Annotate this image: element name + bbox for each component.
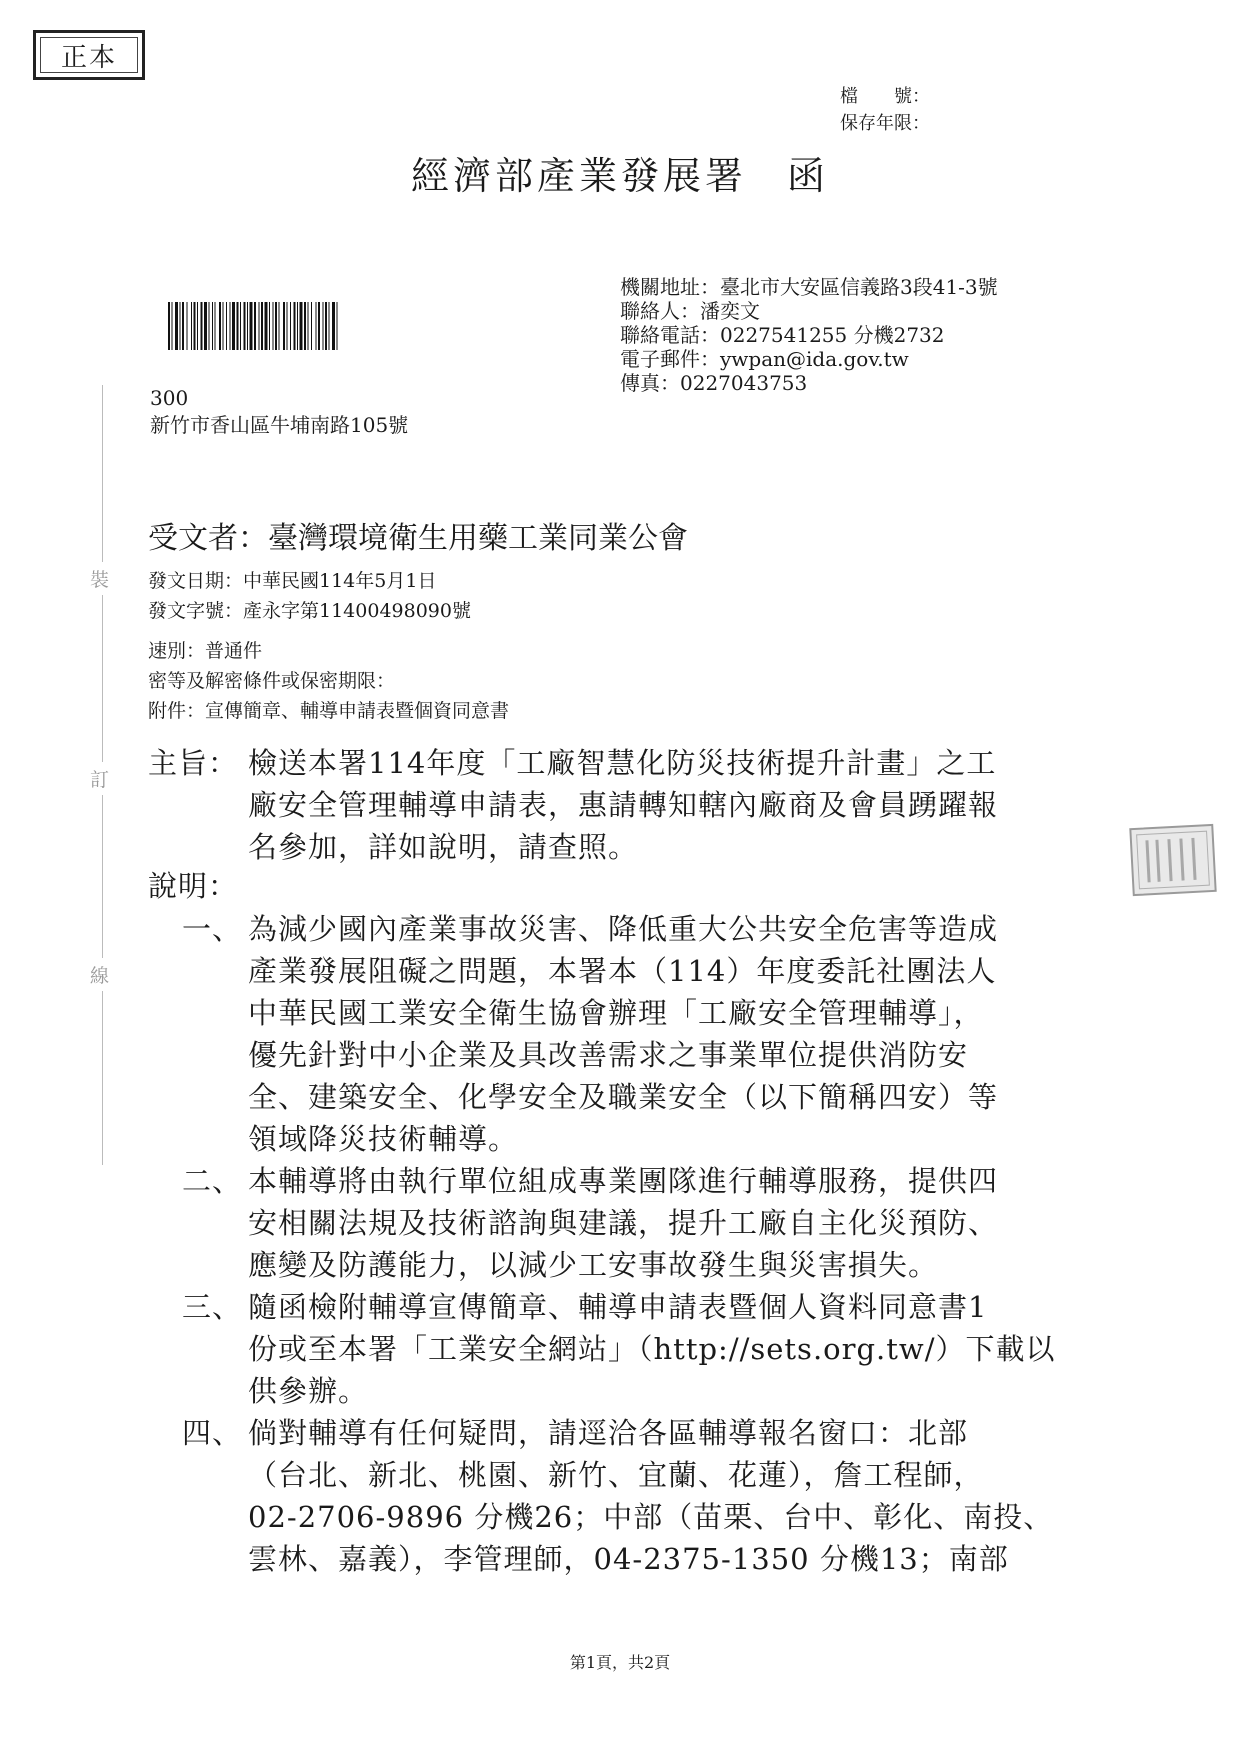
item-marker: 一、 [182,912,243,946]
subject-label: 主旨： [148,746,239,780]
binding-mark-bind: 裝 [90,562,109,595]
item-line: 供參辦。 [248,1374,369,1408]
binding-mark-line: 線 [90,958,109,991]
item-line: 中華民國工業安全衛生協會辦理「工廠安全管理輔導」， [248,996,984,1030]
retention-period-label: 保存年限： [840,113,930,134]
subject-line: 檢送本署114年度「工廠智慧化防災技術提升計畫」之工 [248,746,997,780]
page-number: 第1頁，共2頁 [569,1653,671,1672]
agency-name: 經濟部產業發展署 [410,154,747,198]
seal-stamp [1128,823,1218,897]
street-address: 新竹市香山區牛埔南路105號 [150,413,409,437]
postcode: 300 [150,386,189,410]
subject-line: 廠安全管理輔導申請表，惠請轉知轄內廠商及會員踴躍報 [248,788,999,822]
barcode [168,302,448,350]
recipient: 受文者：臺灣環境衛生用藥工業同業公會 [148,521,688,556]
item-marker: 三、 [182,1290,243,1324]
item-line: 全、建築安全、化學安全及職業安全（以下簡稱四安）等 [248,1080,999,1114]
item-line: 份或至本署「工業安全網站」（http://sets.org.tw/）下載以 [248,1332,1056,1366]
item-line: 本輔導將由執行單位組成專業團隊進行輔導服務，提供四 [248,1164,999,1198]
file-number-label: 檔 號： [840,86,930,107]
item-line: 雲林、嘉義），李管理師，04-2375-1350 分機13；南部 [248,1542,1009,1576]
item-marker: 二、 [182,1164,243,1198]
item-marker: 四、 [182,1416,243,1450]
item-line: 倘對輔導有任何疑問，請逕洽各區輔導報名窗口：北部 [248,1416,969,1450]
mailing-address [150,385,408,439]
contact-fax: 傳真：0227043753 [620,371,808,395]
explanation-item-1 [248,908,1098,1160]
document-title [0,145,1240,200]
subject-line: 名參加，詳如說明，請查照。 [248,830,639,864]
item-line: 為減少國內產業事故災害、降低重大公共安全危害等造成 [248,912,999,946]
item-line: 安相關法規及技術諮詢與建議，提升工廠自主化災預防、 [248,1206,999,1240]
agency-address: 機關地址：臺北市大安區信義路3段41-3號 [620,275,998,299]
contact-email: 電子郵件：ywpan@ida.gov.tw [620,347,909,371]
item-line: 應變及防護能力，以減少工安事故發生與災害損失。 [248,1248,939,1282]
classification: 密等及解密條件或保密期限： [148,670,396,692]
subject-text [248,742,1098,868]
contact-block [620,275,998,395]
explanation-label: 說明： [148,869,239,903]
item-line: 優先針對中小企業及具改善需求之事業單位提供消防安 [248,1038,969,1072]
item-line: 產業發展阻礙之問題，本署本（114）年度委託社團法人 [248,954,997,988]
explanation-item-2 [248,1160,1098,1286]
document-number: 發文字號：產永字第11400498090號 [148,600,471,622]
issue-date: 發文日期：中華民國114年5月1日 [148,570,437,592]
item-line: 隨函檢附輔導宣傳簡章、輔導申請表暨個人資料同意書1 [248,1290,988,1324]
item-line: （台北、新北、桃園、新竹、宜蘭、花蓮），詹工程師， [248,1458,984,1492]
delivery-speed: 速別：普通件 [148,640,263,662]
item-line: 領域降災技術輔導。 [248,1122,519,1156]
item-line: 02-2706-9896 分機26；中部（苗栗、台中、彰化、南投、 [248,1500,1054,1534]
contact-person: 聯絡人：潘奕文 [620,299,760,323]
document-type: 函 [787,154,830,198]
original-copy-stamp [33,30,145,80]
explanation-item-3 [248,1286,1098,1412]
explanation-item-4 [248,1412,1098,1580]
stamp-label: 正本 [60,42,117,73]
attachments: 附件：宣傳簡章、輔導申請表暨個資同意書 [148,700,510,722]
contact-phone: 聯絡電話：0227541255 分機2732 [620,323,945,347]
binding-mark-staple: 訂 [90,762,109,795]
